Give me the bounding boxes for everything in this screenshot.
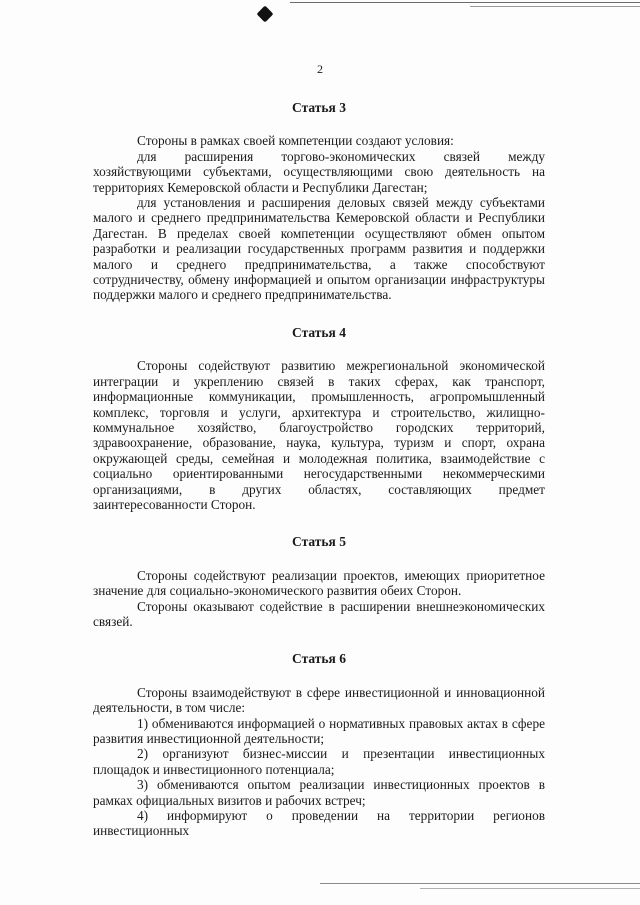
- article-list-item: 3) обмениваются опытом реализации инвестиционных проектов в рамках официальных визитов и рабочих встреч;: [93, 777, 545, 808]
- scan-edge-line: [290, 2, 640, 3]
- scan-edge-line: [320, 883, 640, 884]
- scan-edge-line: [420, 888, 640, 889]
- article-heading: Статья 3: [292, 100, 346, 115]
- article-heading: Статья 6: [292, 651, 346, 667]
- article-paragraph: для расширения торгово-экономических связей между хозяйствующими субъектами, осуществляющими свою деятельность на территориях Кемеровской области и Республики Дагестан;: [93, 148, 545, 195]
- article-paragraph: Стороны содействуют реализации проектов, имеющих приоритетное значение для социально-экономического развития обеих Сторон.: [93, 567, 545, 599]
- article-paragraph: Стороны содействуют развитию межрегиональной экономической интеграции и укреплению связей в таких сферах, как транспорт, информационные коммуникации, промышленность, агропромышленный комплекс, торговля и услуги, архитектура и строительство, жилищно-коммунальное хозяйство, благоустройство городских территорий, здравоохранение, образование, наука, культура, туризм и спорт, охрана окружающей среды, семейная и молодежная политика, взаимодействие с социально ориентированными негосударственными некоммерческими организациями, в других областях, составляющих предмет заинтересованности Сторон.: [93, 358, 545, 512]
- article-paragraph: Стороны оказывают содействие в расширении внешнеэкономических связей.: [93, 598, 545, 629]
- article-heading: Статья 5: [292, 534, 346, 550]
- article-list-item: 2) организуют бизнес-миссии и презентации инвестиционных площадок и инвестиционного потенциала;: [93, 746, 545, 777]
- article-list-item: 1) обмениваются информацией о нормативных правовых актах в сфере развития инвестиционной деятельности;: [93, 715, 545, 746]
- article-list-item: 4) информируют о проведении на территории регионов инвестиционных: [93, 808, 545, 839]
- article-heading: Статья 4: [292, 324, 346, 340]
- article-paragraph: Стороны взаимодействуют в сфере инвестиционной и инновационной деятельности, в том числе:: [93, 684, 545, 716]
- page-number: 2: [317, 62, 323, 76]
- article-paragraph: для установления и расширения деловых связей между субъектами малого и среднего предпринимательства Кемеровской области и Республики Дагестан. В пределах своей компетенции осуществляют обмен опытом разработки и реализации государственных программ развития и поддержки малого и среднего предпринимательства, а также способствуют сотрудничеству, обмену информацией и опытом организации инфраструктуры поддержки малого и среднего предпринимательства.: [93, 195, 545, 303]
- article-paragraph: Стороны в рамках своей компетенции создают условия:: [137, 133, 454, 149]
- document-body: [93, 100, 545, 839]
- scan-edge-line: [470, 6, 640, 7]
- scan-mark: [257, 6, 274, 23]
